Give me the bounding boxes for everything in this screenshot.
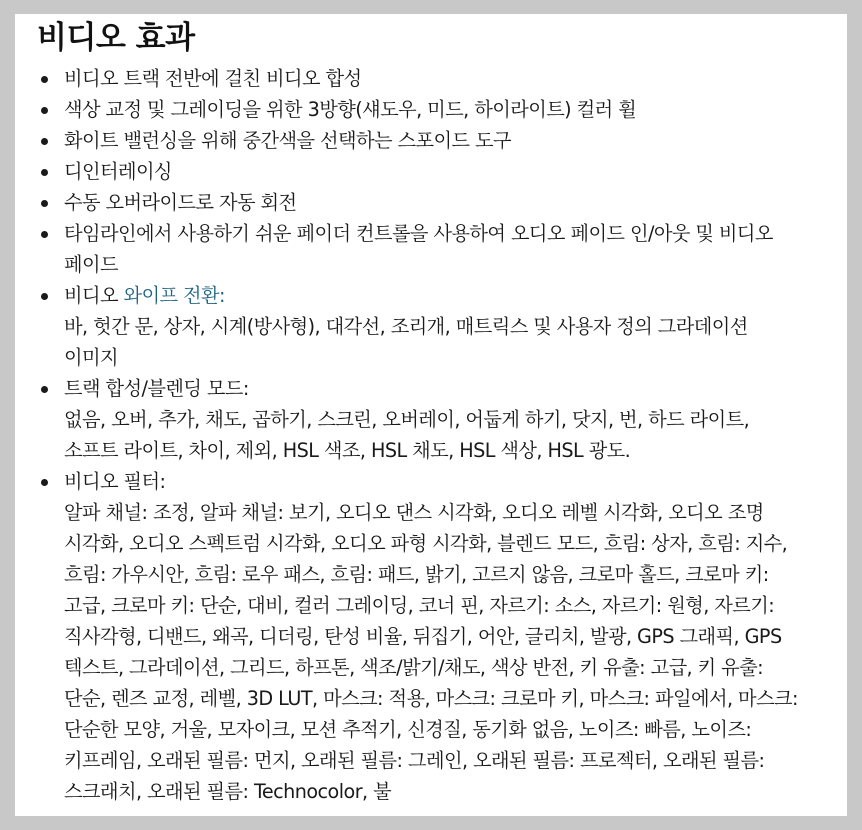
list-item	[64, 94, 806, 125]
wipe-transitions-link[interactable]: 와이프 전환:	[123, 284, 225, 307]
list-item	[64, 280, 806, 373]
list-item-detail: 알파 채널: 조정, 알파 채널: 보기, 오디오 댄스 시각화, 오디오 레벨 시각화, 오디오 조명 시각화, 오디오 스펙트럼 시각화, 오디오 파형 시각화, 블렌드 모드, 흐림: 상자, 흐림: 지수, 흐림: 가우시안, 흐림: 로우 패스, 흐림: 패드, 밝기, 고르지 않음, 크로마 홀드, 크로마 키: 고급, 크로마 키: 단순, 대비, 컬러 그레이딩, 코너 핀, 자르기: 소스, 자르기: 원형, 자르기: 직사각형, 디밴드, 왜곡, 디더링, 탄성 비율, 뒤집기, 어안, 글리치, 발광, GPS 그래픽, GPS 텍스트, 그라데이션, 그리드, 하프톤, 색조/밝기/채도, 색상 반전, 키 유출: 고급, 키 유출: 단순, 렌즈 교정, 레벨, 3D LUT, 마스크: 적용, 마스크: 크로마 키, 마스크: 파일에서, 마스크: 단순한 모양, 거울, 모자이크, 모션 추적기, 신경질, 동기화 없음, 노이즈: 빠름, 노이즈: 키프레임, 오래된 필름: 먼지, 오래된 필름: 그레인, 오래된 필름: 프로젝터, 오래된 필름: 스크래치, 오래된 필름: Technocolor, 불	[64, 501, 798, 803]
section-heading: 비디오 효과	[37, 20, 195, 56]
list-item-detail: 바, 헛간 문, 상자, 시계(방사형), 대각선, 조리개, 매트릭스 및 사용자 정의 그라데이션 이미지	[64, 315, 748, 369]
list-item-text: 타임라인에서 사용하기 쉬운 페이더 컨트롤을 사용하여 오디오 페이드 인/아웃 및 비디오 페이드	[64, 222, 773, 276]
list-item-text: 수동 오버라이드로 자동 회전	[64, 191, 297, 214]
list-item-text: 비디오 트랙 전반에 걸친 비디오 합성	[64, 67, 362, 90]
list-item-text: 색상 교정 및 그레이딩을 위한 3방향(섀도우, 미드, 하이라이트) 컬러 휠	[64, 98, 637, 121]
list-item	[64, 187, 806, 218]
list-item-detail: 없음, 오버, 추가, 채도, 곱하기, 스크린, 오버레이, 어둡게 하기, 닷지, 번, 하드 라이트, 소프트 라이트, 차이, 제외, HSL 색조, HSL 채도, HSL 색상, HSL 광도.	[64, 408, 750, 462]
list-item	[64, 156, 806, 187]
list-item	[64, 125, 806, 156]
list-item-text: 비디오	[64, 284, 124, 307]
list-item-text: 트랙 합성/블렌딩 모드:	[64, 377, 249, 400]
list-item-text: 화이트 밸런싱을 위해 중간색을 선택하는 스포이드 도구	[64, 129, 511, 152]
feature-list	[15, 63, 806, 807]
document-page	[15, 14, 847, 816]
list-item	[64, 466, 806, 807]
list-item	[64, 63, 806, 94]
list-item	[64, 373, 806, 466]
window-bottom-edge	[0, 816, 862, 830]
list-item-text: 디인터레이싱	[64, 160, 172, 183]
list-item-text: 비디오 필터:	[64, 470, 166, 493]
list-item	[64, 218, 806, 280]
